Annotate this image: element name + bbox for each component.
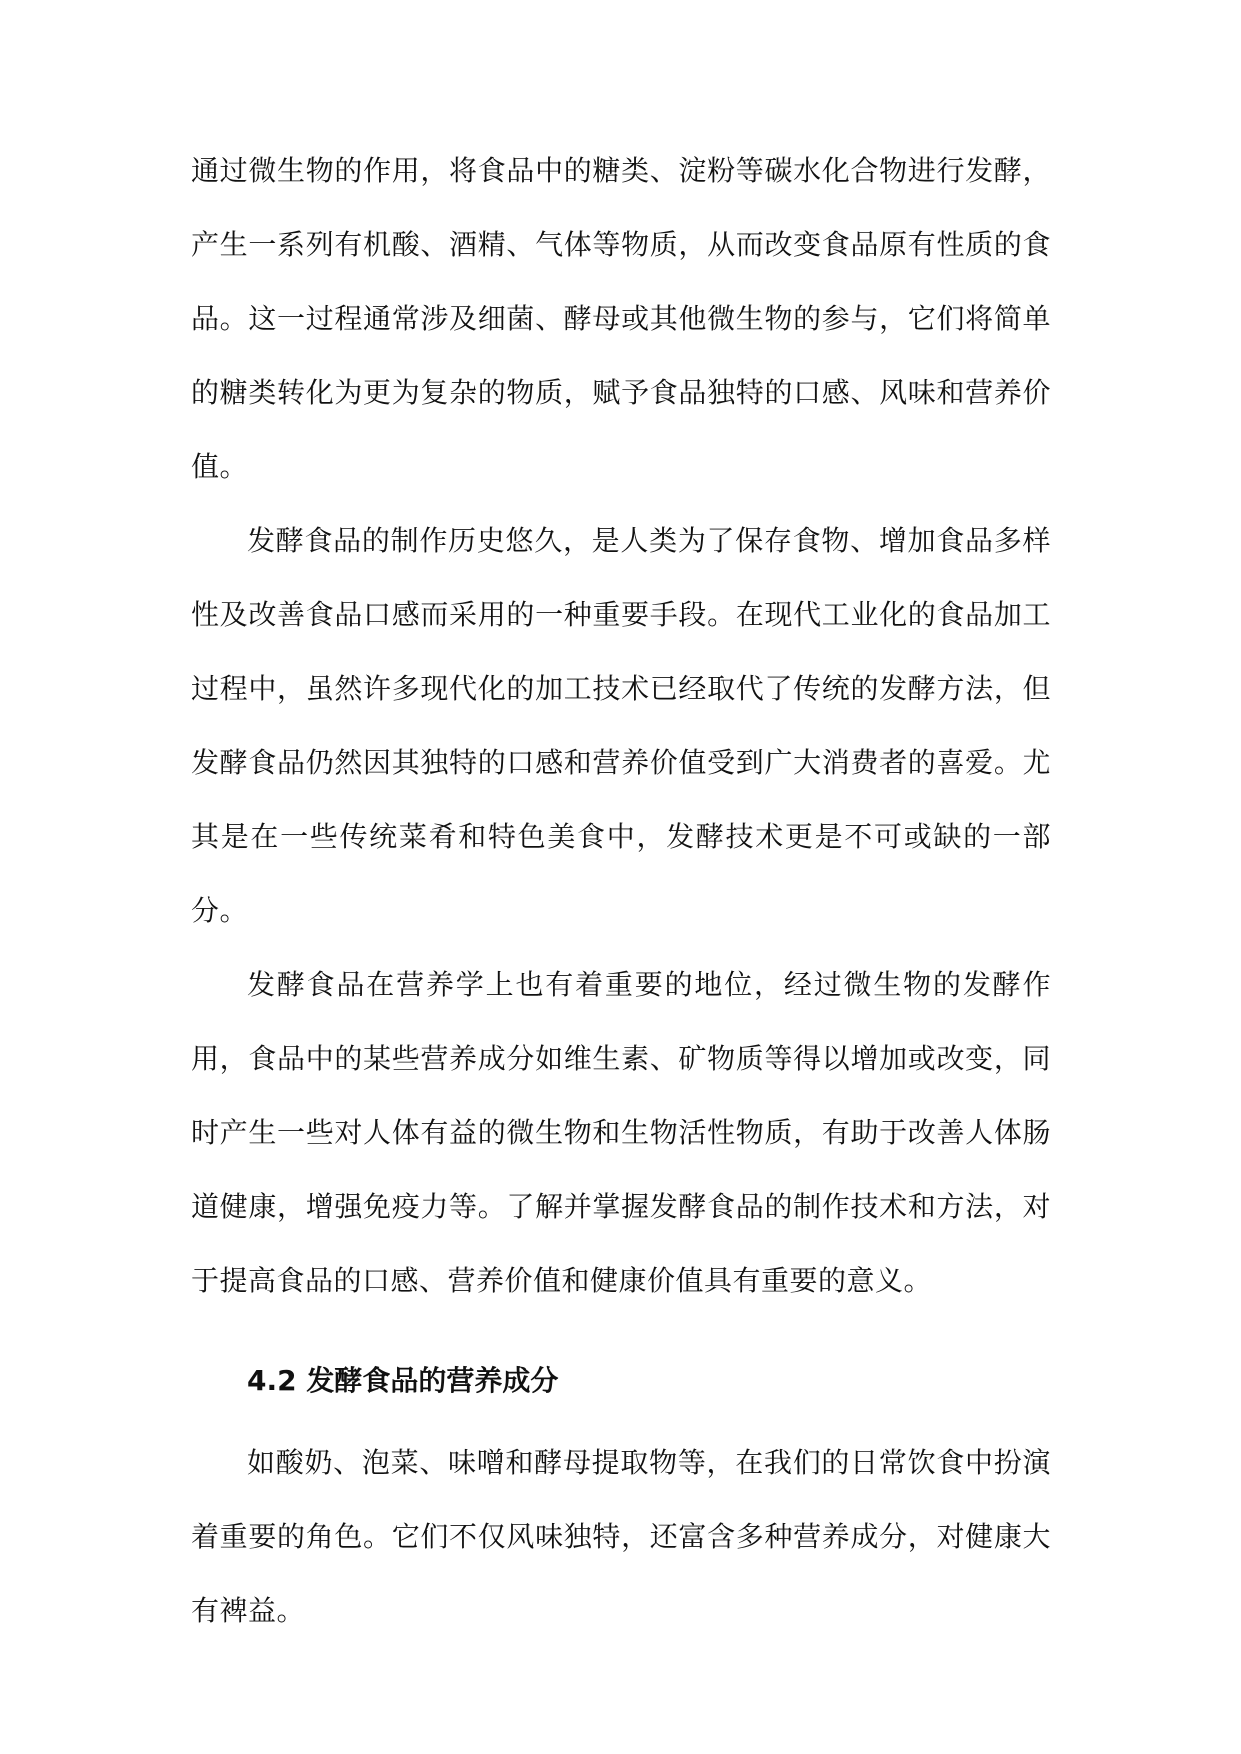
paragraph-fermentation-history: 发酵食品的制作历史悠久，是人类为了保存食物、增加食品多样性及改善食品口感而采用的一种重要手段。在现代工业化的食品加工过程中，虽然许多现代化的加工技术已经取代了传统的发酵方法，但发酵食品仍然因其独特的口感和营养价值受到广大消费者的喜爱。尤其是在一些传统菜肴和特色美食中，发酵技术更是不可或缺的一部分。 — [191, 524, 1051, 927]
section-heading: 4.2 发酵食品的营养成分 — [247, 1364, 559, 1397]
paragraph-fermented-food-examples: 如酸奶、泡菜、味噌和酵母提取物等，在我们的日常饮食中扮演着重要的角色。它们不仅风味独特，还富含多种营养成分，对健康大有裨益。 — [191, 1446, 1051, 1627]
paragraph-fermentation-nutrition-role: 发酵食品在营养学上也有着重要的地位，经过微生物的发酵作用，食品中的某些营养成分如维生素、矿物质等得以增加或改变，同时产生一些对人体有益的微生物和生物活性物质，有助于改善人体肠道健康，增强免疫力等。了解并掌握发酵食品的制作技术和方法，对于提高食品的口感、营养价值和健康价值具有重要的意义。 — [191, 968, 1051, 1297]
paragraph-fermentation-definition: 通过微生物的作用，将食品中的糖类、淀粉等碳水化合物进行发酵，产生一系列有机酸、酒精、气体等物质，从而改变食品原有性质的食品。这一过程通常涉及细菌、酵母或其他微生物的参与，它们将简单的糖类转化为更为复杂的物质，赋予食品独特的口感、风味和营养价值。 — [191, 154, 1051, 483]
document-body — [191, 134, 1051, 1648]
